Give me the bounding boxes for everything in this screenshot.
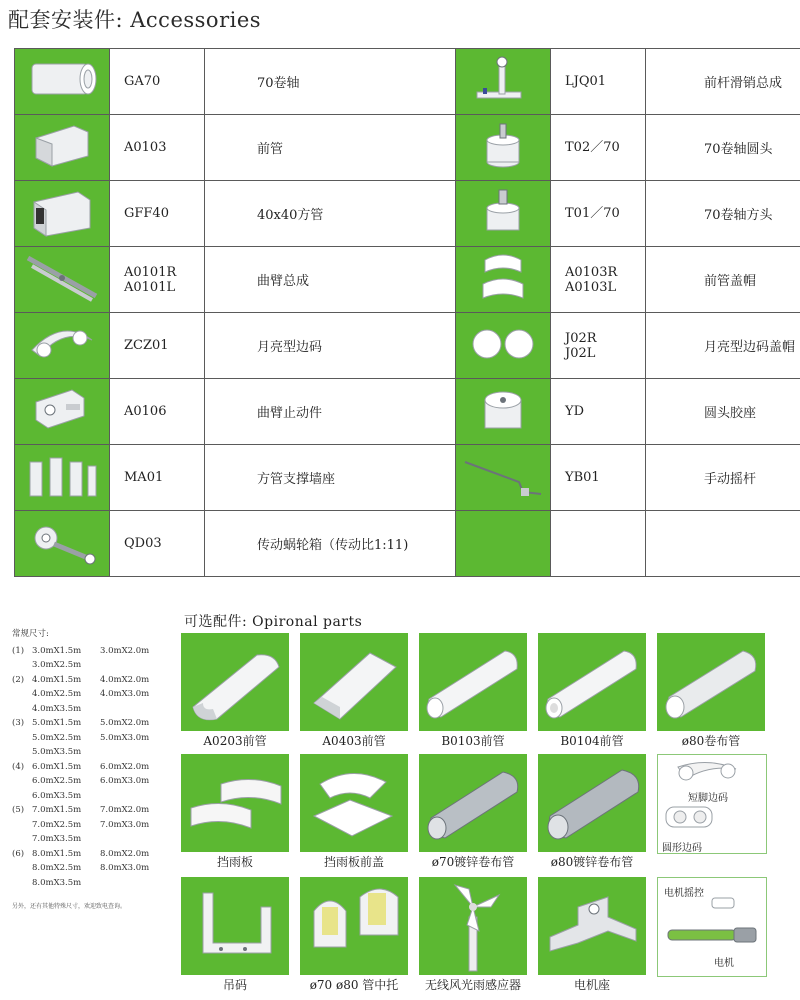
page-title: 配套安装件: Accessories xyxy=(8,8,262,32)
optional-part-caption: A0403前管 xyxy=(322,734,386,748)
fabric-tube-80-icon xyxy=(657,633,765,731)
right-code-cell xyxy=(551,511,646,577)
rain-cover-front-cap-icon xyxy=(300,754,408,852)
part-name: 曲臂总成 xyxy=(257,274,310,289)
right-code-cell xyxy=(551,313,646,379)
part-name: 月亮型边码 xyxy=(257,340,323,355)
optional-part-caption: ø80镀锌卷布管 xyxy=(550,855,634,869)
right-image-cell xyxy=(456,49,551,115)
front-tube-cover-icon xyxy=(463,250,543,305)
optional-part-caption: 挡雨板 xyxy=(216,855,253,869)
part-code: MA01 xyxy=(124,470,164,485)
optional-parts-title: 可选配件: Opironal parts xyxy=(184,614,363,630)
right-image-cell xyxy=(456,313,551,379)
part-inner-label: 圆形边码 xyxy=(662,843,702,854)
optional-part-caption: 挡雨板前盖 xyxy=(323,855,384,869)
optional-part-card xyxy=(181,754,289,852)
size-row xyxy=(12,702,174,717)
standard-sizes xyxy=(12,627,174,915)
size-value: 4.0mX2.0m xyxy=(100,674,150,685)
size-value: 6.0mX1.5m xyxy=(32,761,82,772)
left-image-cell xyxy=(15,115,110,181)
optional-part-card xyxy=(657,877,767,977)
optional-part-card xyxy=(300,633,408,731)
b0103-front-tube-icon xyxy=(419,633,527,731)
size-value: 3.0mX2.0m xyxy=(100,645,150,656)
table-row xyxy=(15,115,800,181)
b0104-front-tube-icon xyxy=(538,633,646,731)
optional-part-card xyxy=(419,633,527,731)
left-name-cell xyxy=(205,313,456,379)
size-value: 6.0mX3.5m xyxy=(32,790,82,801)
left-code-cell xyxy=(110,247,205,313)
part-name: 传动蜗轮箱（传动比1:11) xyxy=(257,538,409,553)
galvanized-tube-70-icon xyxy=(419,754,527,852)
rain-cover-icon xyxy=(181,754,289,852)
right-image-cell xyxy=(456,511,551,577)
size-row xyxy=(12,716,174,731)
part-inner-label: 电机 xyxy=(714,958,734,969)
optional-part-card xyxy=(538,754,646,852)
part-name: 前管盖帽 xyxy=(704,274,757,289)
optional-part-card xyxy=(300,754,408,852)
arm-stopper-icon xyxy=(22,382,102,437)
left-code-cell xyxy=(110,181,205,247)
size-row xyxy=(12,847,174,862)
hand-crank-icon xyxy=(463,448,543,503)
part-name: 曲臂止动件 xyxy=(257,406,323,421)
right-code-cell xyxy=(551,379,646,445)
part-code: A0103R xyxy=(565,264,618,280)
table-row xyxy=(15,181,800,247)
part-code: A0101R xyxy=(124,264,177,280)
worm-gearbox-icon xyxy=(22,514,102,569)
right-image-cell xyxy=(456,247,551,313)
size-group-number: (4) xyxy=(12,761,25,772)
part-name: 70卷轴 xyxy=(257,76,300,91)
left-image-cell xyxy=(15,49,110,115)
table-row xyxy=(15,247,800,313)
optional-part-card xyxy=(538,877,646,975)
size-value: 4.0mX1.5m xyxy=(32,674,82,685)
part-code: YB01 xyxy=(565,470,600,485)
size-value: 7.0mX1.5m xyxy=(32,805,82,815)
size-value: 7.0mX3.5m xyxy=(32,834,82,844)
part-code: QD03 xyxy=(124,536,162,551)
accessories-table xyxy=(14,48,800,577)
roller-tube-icon xyxy=(22,52,102,107)
optional-part-card xyxy=(419,754,527,852)
part-name: 前杆滑销总成 xyxy=(704,76,783,91)
left-image-cell xyxy=(15,511,110,577)
optional-part-caption: B0103前管 xyxy=(441,734,505,748)
right-name-cell xyxy=(646,445,800,511)
tube-middle-support-icon xyxy=(300,877,408,975)
part-name: 圆头胶座 xyxy=(704,406,757,421)
part-code: J02R xyxy=(565,330,597,346)
motor-base-icon xyxy=(538,877,646,975)
size-row xyxy=(12,876,174,891)
optional-part-caption: 无线风光雨感应器 xyxy=(424,978,521,992)
size-group-number: (3) xyxy=(12,718,25,728)
part-code: YD xyxy=(565,404,585,419)
curved-arm-assembly-icon xyxy=(22,250,102,305)
size-value: 3.0mX2.5m xyxy=(32,660,82,670)
size-group-number: (1) xyxy=(12,645,25,656)
left-image-cell xyxy=(15,247,110,313)
size-group-number: (2) xyxy=(12,674,25,685)
sizes-label: 常规尺寸: xyxy=(12,629,49,639)
size-value: 6.0mX2.5m xyxy=(32,776,82,786)
size-value: 3.0mX1.5m xyxy=(32,645,82,656)
size-row xyxy=(12,731,174,746)
part-inner-label: 电机摇控 xyxy=(664,888,704,899)
part-inner-label: 短脚边码 xyxy=(688,793,728,804)
size-group-number: (6) xyxy=(12,848,25,859)
optional-part-card xyxy=(419,877,527,975)
right-name-cell xyxy=(646,49,800,115)
left-name-cell xyxy=(205,181,456,247)
right-name-cell xyxy=(646,379,800,445)
size-row xyxy=(12,644,174,659)
part-code: T01／70 xyxy=(565,206,620,221)
left-code-cell xyxy=(110,511,205,577)
right-name-cell xyxy=(646,247,800,313)
right-code-cell xyxy=(551,49,646,115)
size-value: 5.0mX3.5m xyxy=(32,747,82,757)
part-code: J02L xyxy=(565,345,596,361)
size-row xyxy=(12,673,174,688)
optional-part-card xyxy=(657,633,765,731)
size-value: 8.0mX3.0m xyxy=(100,863,150,873)
left-code-cell xyxy=(110,49,205,115)
size-value: 6.0mX3.0m xyxy=(100,776,150,786)
right-code-cell xyxy=(551,181,646,247)
left-image-cell xyxy=(15,379,110,445)
left-name-cell xyxy=(205,445,456,511)
size-row xyxy=(12,789,174,804)
wind-rain-sensor-icon xyxy=(419,877,527,975)
part-name: 前管 xyxy=(257,142,284,157)
left-name-cell xyxy=(205,511,456,577)
part-code: LJQ01 xyxy=(565,74,607,89)
optional-part-caption: ø80卷布管 xyxy=(681,734,741,748)
size-row xyxy=(12,803,174,818)
optional-part-card xyxy=(300,877,408,975)
part-name: 70卷轴方头 xyxy=(704,208,773,223)
part-name: 手动摇杆 xyxy=(704,472,757,487)
front-tube-profile-icon xyxy=(22,118,102,173)
left-name-cell xyxy=(205,247,456,313)
a0203-front-tube-icon xyxy=(181,633,289,731)
size-value: 8.0mX1.5m xyxy=(32,848,82,859)
galvanized-tube-80-icon xyxy=(538,754,646,852)
table-row xyxy=(15,511,800,577)
table-row xyxy=(15,49,800,115)
right-code-cell xyxy=(551,115,646,181)
size-row xyxy=(12,861,174,876)
size-value: 7.0mX3.0m xyxy=(100,819,150,830)
size-row xyxy=(12,658,174,673)
left-image-cell xyxy=(15,313,110,379)
right-name-cell xyxy=(646,181,800,247)
right-image-cell xyxy=(456,445,551,511)
size-row xyxy=(12,774,174,789)
right-code-cell xyxy=(551,247,646,313)
left-name-cell xyxy=(205,379,456,445)
optional-part-caption: 电机座 xyxy=(573,978,610,992)
round-end-cap-icon xyxy=(463,118,543,173)
part-code: A0103 xyxy=(124,140,167,155)
table-row xyxy=(15,313,800,379)
optional-part-card xyxy=(538,633,646,731)
left-code-cell xyxy=(110,379,205,445)
size-value: 4.0mX3.0m xyxy=(100,689,150,699)
part-code: GA70 xyxy=(124,74,161,89)
size-value: 7.0mX2.0m xyxy=(100,805,150,815)
part-name: 方管支撑墙座 xyxy=(257,472,336,487)
right-code-cell xyxy=(551,445,646,511)
size-row xyxy=(12,687,174,702)
part-code: A0103L xyxy=(565,279,617,295)
part-name: 40x40方管 xyxy=(257,208,324,223)
size-value: 5.0mX1.5m xyxy=(32,718,82,728)
round-rubber-base-icon xyxy=(463,382,543,437)
part-name: 70卷轴圆头 xyxy=(704,142,773,157)
optional-part-card xyxy=(181,877,289,975)
optional-part-caption: B0104前管 xyxy=(560,734,624,748)
left-name-cell xyxy=(205,49,456,115)
left-code-cell xyxy=(110,445,205,511)
right-image-cell xyxy=(456,181,551,247)
front-bar-slide-pin-icon xyxy=(463,52,543,107)
optional-part-caption: A0203前管 xyxy=(203,734,267,748)
part-code: GFF40 xyxy=(124,206,169,221)
size-value: 4.0mX2.5m xyxy=(32,689,82,699)
size-value: 7.0mX2.5m xyxy=(32,819,82,830)
size-value: 5.0mX2.5m xyxy=(32,732,82,743)
size-value: 4.0mX3.5m xyxy=(32,703,82,714)
size-value: 5.0mX2.0m xyxy=(100,718,150,728)
square-end-cap-icon xyxy=(463,184,543,239)
hanging-bracket-icon xyxy=(181,877,289,975)
optional-part-card xyxy=(657,754,767,854)
left-code-cell xyxy=(110,313,205,379)
part-name: 月亮型边码盖帽 xyxy=(704,340,796,355)
a0403-front-tube-icon xyxy=(300,633,408,731)
part-code: ZCZ01 xyxy=(124,338,169,353)
wall-bracket-icon xyxy=(22,448,102,503)
part-code: A0101L xyxy=(124,279,176,295)
size-row xyxy=(12,745,174,760)
size-value: 6.0mX2.0m xyxy=(100,761,150,772)
table-row xyxy=(15,445,800,511)
crescent-bracket-icon xyxy=(22,316,102,371)
left-image-cell xyxy=(15,445,110,511)
size-value: 8.0mX2.0m xyxy=(100,848,150,859)
size-row xyxy=(12,818,174,833)
square-tube-icon xyxy=(22,184,102,239)
size-group-number: (5) xyxy=(12,805,25,815)
right-name-cell xyxy=(646,511,800,577)
sizes-note: 另外，还有其他特殊尺寸，欢迎致电查询。 xyxy=(12,903,127,910)
right-image-cell xyxy=(456,379,551,445)
right-image-cell xyxy=(456,115,551,181)
size-row xyxy=(12,760,174,775)
left-code-cell xyxy=(110,115,205,181)
size-row xyxy=(12,832,174,847)
size-value: 5.0mX3.0m xyxy=(100,732,150,743)
left-image-cell xyxy=(15,181,110,247)
right-name-cell xyxy=(646,313,800,379)
optional-part-caption: ø70 ø80 管中托 xyxy=(309,978,399,992)
right-name-cell xyxy=(646,115,800,181)
part-code: T02／70 xyxy=(565,140,620,155)
table-row xyxy=(15,379,800,445)
optional-part-caption: 吊码 xyxy=(222,978,247,992)
left-name-cell xyxy=(205,115,456,181)
size-value: 8.0mX2.5m xyxy=(32,863,82,873)
optional-part-card xyxy=(181,633,289,731)
size-value: 8.0mX3.5m xyxy=(32,877,82,888)
crescent-bracket-cap-icon xyxy=(463,316,543,371)
part-code: A0106 xyxy=(124,404,167,419)
optional-part-caption: ø70镀锌卷布管 xyxy=(431,855,515,869)
